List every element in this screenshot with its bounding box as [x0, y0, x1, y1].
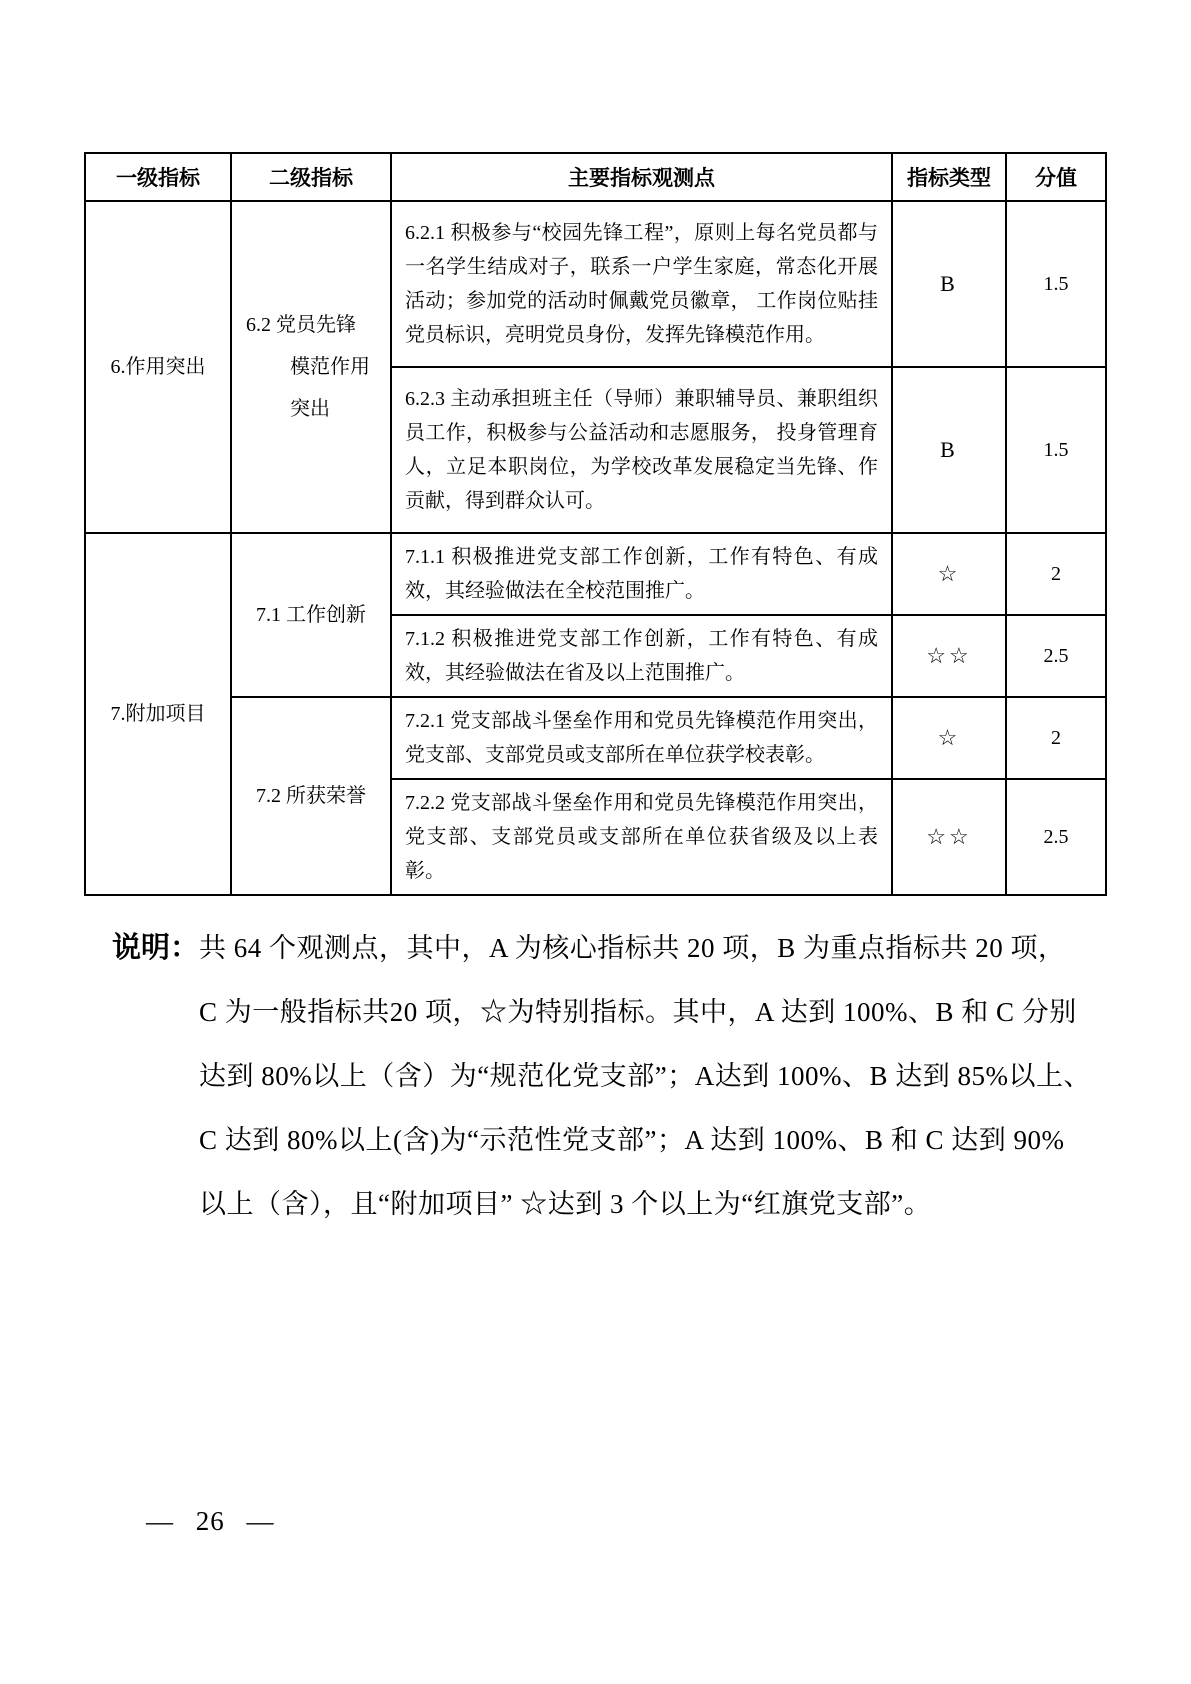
table-header-row — [85, 153, 1106, 201]
page-number: — 26 — — [146, 1506, 275, 1536]
cell-score-6-2-3: 1.5 — [1006, 367, 1106, 533]
cell-observation-7-1-2: 7.1.2 积极推进党支部工作创新，工作有特色、有成效，其经验做法在省及以上范围推广。 — [391, 615, 892, 697]
level2-6-2-text — [232, 304, 390, 430]
cell-observation-7-1-1: 7.1.1 积极推进党支部工作创新，工作有特色、有成效，其经验做法在全校范围推广。 — [391, 533, 892, 615]
cell-observation-7-2-2: 7.2.2 党支部战斗堡垒作用和党员先锋模范作用突出，党支部、支部党员或支部所在单位获省级及以上表彰。 — [391, 779, 892, 895]
table-row-6-2-1 — [85, 201, 1106, 367]
cell-level2-7-2: 7.2 所获荣誉 — [231, 697, 391, 895]
level2-6-2-line2: 模范作用 — [290, 356, 370, 378]
indicator-table — [84, 152, 1107, 896]
level2-6-2-line1: 6.2 党员先锋 — [246, 314, 356, 336]
cell-observation-7-2-1: 7.2.1 党支部战斗堡垒作用和党员先锋模范作用突出，党支部、支部党员或支部所在单位获学校表彰。 — [391, 697, 892, 779]
level2-6-2-line3: 突出 — [290, 398, 330, 420]
note-line-4: C 达到 80%以上(含)为“示范性党支部”；A 达到 100%、B 和 C 达到 90% — [199, 1125, 1065, 1155]
cell-observation-6-2-3: 6.2.3 主动承担班主任（导师）兼职辅导员、兼职组织员工作，积极参与公益活动和志愿服务， 投身管理育人，立足本职岗位，为学校改革发展稳定当先锋、作贡献，得到群众认可。 — [391, 367, 892, 533]
cell-type-7-2-1: ☆ — [892, 697, 1006, 779]
note-line-3: 达到 80%以上（含）为“规范化党支部”；A达到 100%、B 达到 85%以上、 — [199, 1061, 1091, 1091]
note-body — [199, 916, 1112, 1236]
cell-type-7-1-1: ☆ — [892, 533, 1006, 615]
cell-score-7-1-1: 2 — [1006, 533, 1106, 615]
cell-observation-6-2-1: 6.2.1 积极参与“校园先锋工程”，原则上每名党员都与一名学生结成对子，联系一户学生家庭，常态化开展活动；参加党的活动时佩戴党员徽章， 工作岗位贴挂党员标识，亮明党员身份，发挥先锋模范作用。 — [391, 201, 892, 367]
cell-type-6-2-1: B — [892, 201, 1006, 367]
col-header-level1: 一级指标 — [85, 153, 231, 201]
cell-score-7-1-2: 2.5 — [1006, 615, 1106, 697]
cell-type-6-2-3: B — [892, 367, 1006, 533]
note-label: 说明： — [112, 932, 200, 964]
cell-type-7-1-2: ☆☆ — [892, 615, 1006, 697]
note-section — [112, 916, 1112, 1236]
cell-score-7-2-1: 2 — [1006, 697, 1106, 779]
cell-level2-7-1: 7.1 工作创新 — [231, 533, 391, 697]
col-header-type: 指标类型 — [892, 153, 1006, 201]
note-line-1: 共 64 个观测点，其中，A 为核心指标共 20 项，B 为重点指标共 20 项， — [199, 933, 1066, 963]
col-header-level2: 二级指标 — [231, 153, 391, 201]
cell-score-7-2-2: 2.5 — [1006, 779, 1106, 895]
table-row-7-1-1 — [85, 533, 1106, 615]
cell-score-6-2-1: 1.5 — [1006, 201, 1106, 367]
table-row-7-2-1 — [85, 697, 1106, 779]
cell-level1-6: 6.作用突出 — [85, 201, 231, 533]
note-line-2: C 为一般指标共20 项，☆为特别指标。其中，A 达到 100%、B 和 C 分别 — [199, 997, 1077, 1027]
note-line-5: 以上（含），且“附加项目” ☆达到 3 个以上为“红旗党支部”。 — [199, 1189, 932, 1219]
cell-level2-6-2 — [231, 201, 391, 533]
cell-level1-7: 7.附加项目 — [85, 533, 231, 895]
col-header-observation: 主要指标观测点 — [391, 153, 892, 201]
col-header-score: 分值 — [1006, 153, 1106, 201]
cell-type-7-2-2: ☆☆ — [892, 779, 1006, 895]
